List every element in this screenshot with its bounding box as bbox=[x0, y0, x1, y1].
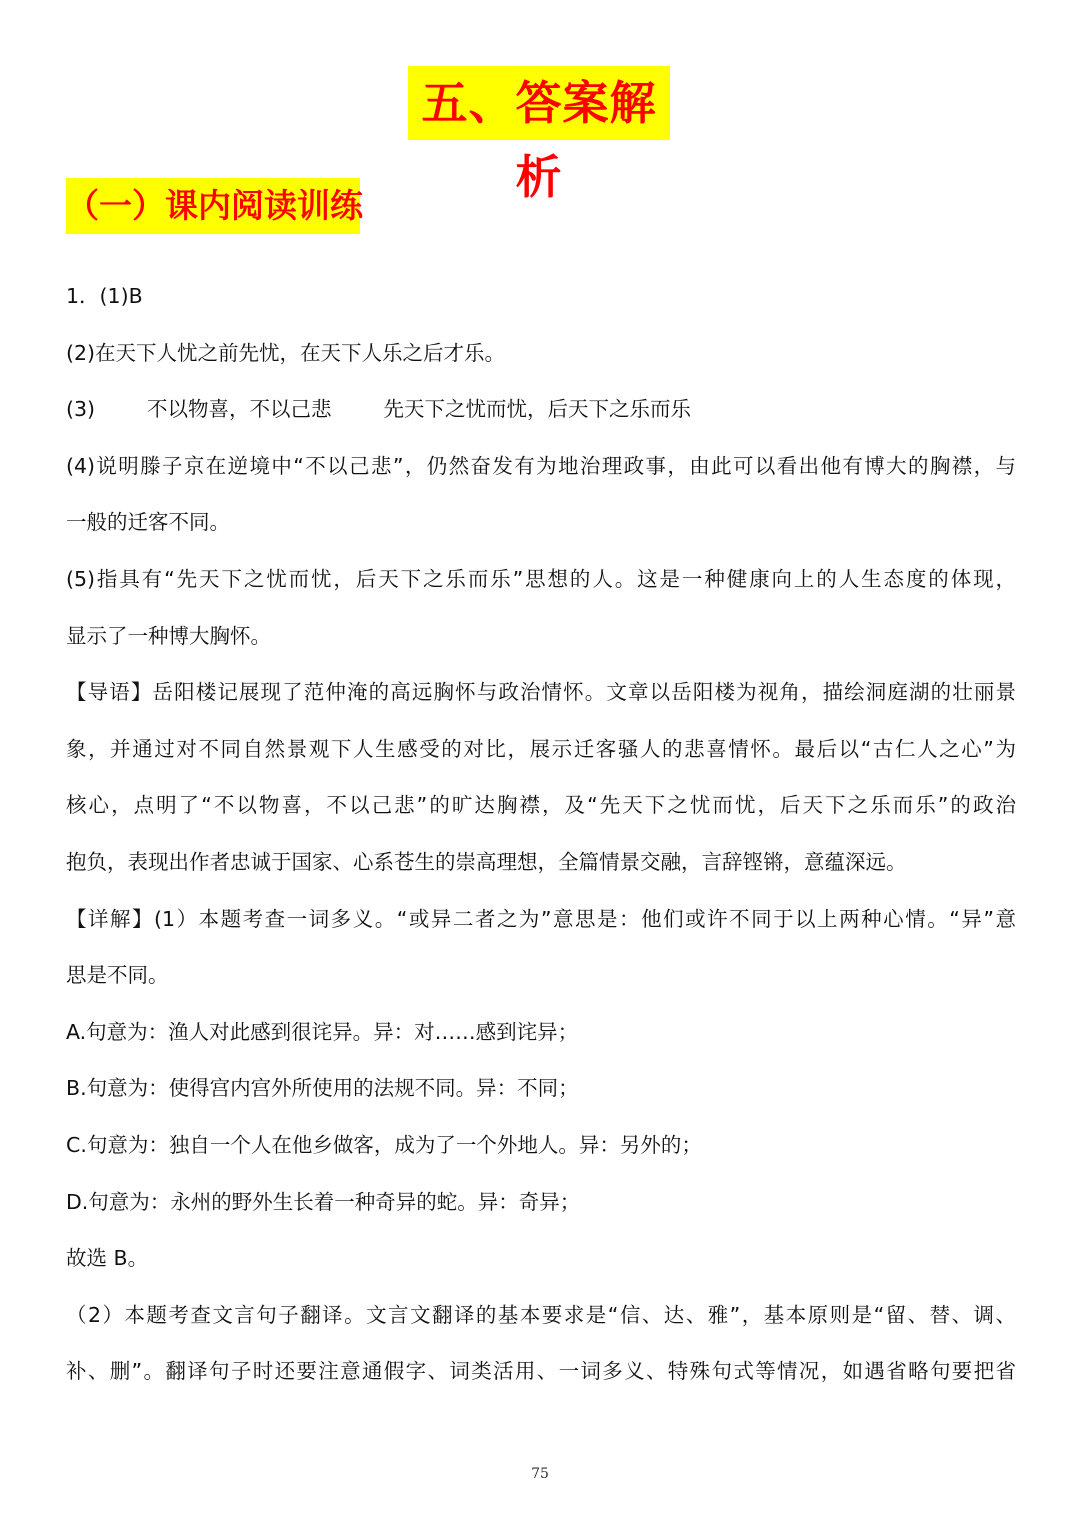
detail-part-2-line-2: 补、删”。翻译句子时还要注意通假字、词类活用、一词多义、特殊句式等情况，如遇省略句要把省 bbox=[66, 1359, 1016, 1384]
page-number: 75 bbox=[531, 1466, 549, 1482]
page-title: 五、答案解析 bbox=[408, 66, 670, 140]
answer-1-3 bbox=[66, 381, 1016, 438]
answer-1-4-line-1: (4)说明滕子京在逆境中“不以己悲”，仍然奋发有为地治理政事，由此可以看出他有博大的胸襟，与 bbox=[66, 453, 1016, 478]
answer-content bbox=[66, 268, 1016, 1400]
guide-line-2: 象，并通过对不同自然景观下人生感受的对比，展示迁客骚人的悲喜情怀。最后以“古仁人之心”为 bbox=[66, 736, 1016, 761]
answer-1-5-line-1: (5)指具有“先天下之忧而忧，后天下之乐而乐”思想的人。这是一种健康向上的人生态度的体现， bbox=[66, 566, 1016, 591]
option-a: A.句意为：渔人对此感到很诧异。异：对……感到诧异； bbox=[66, 1019, 579, 1044]
detail-line-1: 【详解】(1）本题考查一词多义。“或异二者之为”意思是：他们或许不同于以上两种心情。“异”意 bbox=[66, 906, 1016, 931]
answer-1-3-part-a: 不以物喜，不以己悲 bbox=[147, 397, 332, 422]
option-c: C.句意为：独自一个人在他乡做客，成为了一个外地人。异：另外的； bbox=[66, 1132, 702, 1157]
guide-line-3: 核心，点明了“不以物喜，不以己悲”的旷达胸襟，及“先天下之忧而忧，后天下之乐而乐”的政治 bbox=[66, 793, 1016, 818]
answer-1-2: (2)在天下人忧之前先忧，在天下人乐之后才乐。 bbox=[66, 340, 506, 365]
option-d: D.句意为：永州的野外生长着一种奇异的蛇。异：奇异； bbox=[66, 1189, 581, 1214]
answer-1-3-part-b: 先天下之忧而忧，后天下之乐而乐 bbox=[383, 397, 692, 422]
option-b: B.句意为：使得宫内宫外所使用的法规不同。异：不同； bbox=[66, 1076, 579, 1101]
answer-1-3-label: (3) bbox=[66, 397, 96, 422]
answer-1-4-line-2: 一般的迁客不同。 bbox=[66, 510, 230, 535]
guide-line-4: 抱负，表现出作者忠诚于国家、心系苍生的崇高理想，全篇情景交融，言辞铿锵，意蕴深远。 bbox=[66, 849, 907, 874]
detail-line-2: 思是不同。 bbox=[66, 963, 169, 988]
section-heading: （一）课内阅读训练 bbox=[66, 178, 360, 234]
guide-line-1: 【导语】岳阳楼记展现了范仲淹的高远胸怀与政治情怀。文章以岳阳楼为视角，描绘洞庭湖的壮丽景 bbox=[66, 680, 1016, 705]
answer-1-1: 1．(1)B bbox=[66, 284, 143, 308]
detail-part-2-line-1: （2）本题考查文言句子翻译。文言文翻译的基本要求是“信、达、雅”，基本原则是“留、替、调、 bbox=[66, 1302, 1016, 1327]
answer-1-5-line-2: 显示了一种博大胸怀。 bbox=[66, 623, 271, 648]
choice-line: 故选 B。 bbox=[66, 1246, 149, 1271]
